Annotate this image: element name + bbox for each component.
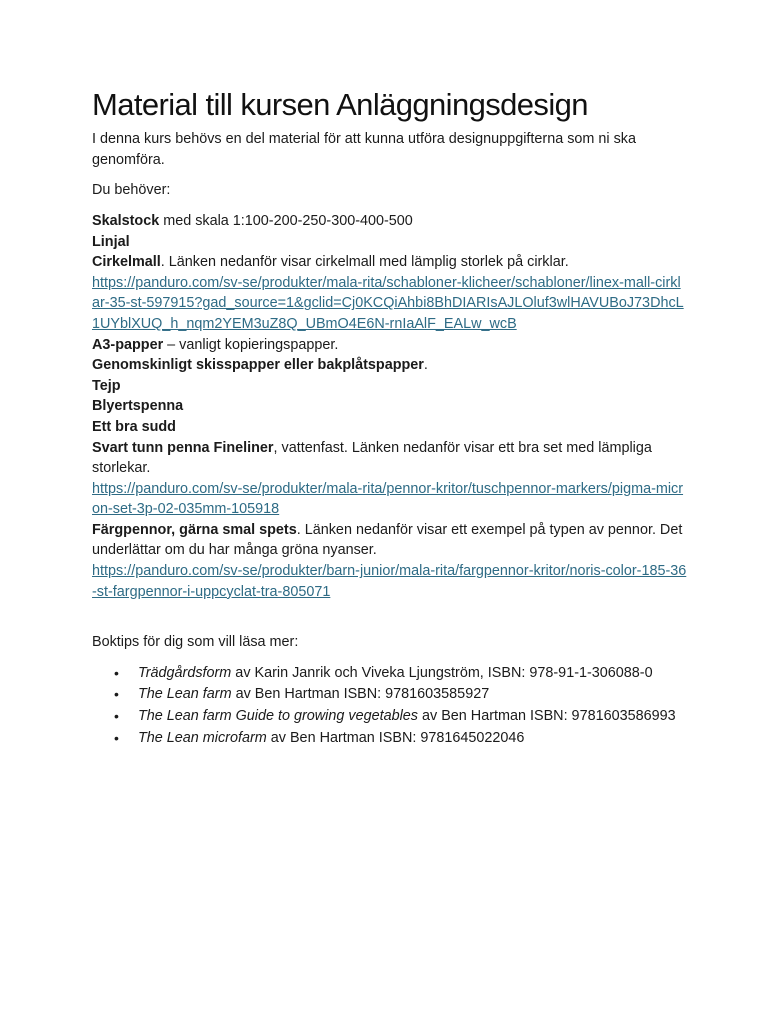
- book-title: The Lean farm Guide to growing vegetables: [138, 708, 418, 725]
- material-skalstock-desc: med skala 1:100-200-250-300-400-500: [159, 212, 413, 229]
- list-item: [114, 684, 688, 705]
- book-details: av Karin Janrik och Viveka Ljungström, ISBN: 978-91-1-306088-0: [231, 664, 653, 681]
- fargpennor-link[interactable]: https://panduro.com/sv-se/produkter/barn-junior/mala-rita/fargpennor-kritor/noris-color-185-36-st-fargpennor-i-uppcyclat-tra-805071: [92, 563, 687, 600]
- material-a3: [92, 335, 688, 356]
- book-title: The Lean farm: [138, 686, 232, 703]
- material-sudd: [92, 417, 688, 438]
- bullet-icon: •: [114, 686, 119, 703]
- material-linjal: [92, 232, 688, 253]
- books-list: [92, 663, 688, 748]
- material-skalstock-name: Skalstock: [92, 212, 160, 229]
- material-a3-name: A3-papper: [92, 336, 164, 353]
- book-details: av Ben Hartman ISBN: 9781603586993: [418, 708, 676, 725]
- material-fineliner-desc: , vattenfast. Länken nedanför visar ett bra set med lämpliga storlekar.: [92, 439, 652, 477]
- material-blyertspenna-name: Blyertspenna: [92, 398, 184, 415]
- book-title: Trädgårdsform: [138, 664, 232, 681]
- material-fargpennor-name: Färgpennor, gärna smal spets: [92, 521, 297, 538]
- book-details: av Ben Hartman ISBN: 9781603585927: [231, 686, 490, 703]
- bullet-icon: •: [114, 729, 119, 746]
- spacer: [92, 602, 688, 632]
- material-tejp-name: Tejp: [92, 377, 121, 394]
- material-tejp: [92, 376, 688, 397]
- material-fargpennor: [92, 520, 688, 561]
- page-title: Material till kursen Anläggningsdesign: [92, 87, 588, 122]
- material-blyertspenna: [92, 396, 688, 417]
- book-details: av Ben Hartman ISBN: 9781645022046: [266, 729, 525, 746]
- cirkelmall-link[interactable]: https://panduro.com/sv-se/produkter/mala-rita/schabloner-klicheer/schabloner/linex-mall-cirklar-35-st-597915?gad_source=1&gclid=Cj0KCQiAhbi8BhDIARIsAJLOluf3wlHAVUBoJ73DhcL1UYblXUQ_h_nqm2YEM3uZ8Q_UBmO4E6N-rnIaAlF_EALw_wcB: [92, 274, 684, 332]
- material-cirkelmall: [92, 252, 688, 273]
- material-fineliner: [92, 438, 688, 479]
- material-a3-desc: – vanligt kopieringspapper.: [163, 336, 339, 353]
- material-cirkelmall-desc: . Länken nedanför visar cirkelmall med lämplig storlek på cirklar.: [160, 254, 569, 271]
- list-item: [114, 663, 688, 684]
- material-skisspapper: [92, 355, 688, 376]
- need-label: Du behöver:: [92, 182, 171, 199]
- book-title: The Lean microfarm: [138, 729, 267, 746]
- list-item: [114, 706, 688, 727]
- material-skalstock: [92, 211, 688, 232]
- intro-text: I denna kurs behövs en del material för att kunna utföra designuppgifterna som ni ska genomföra.: [92, 131, 636, 168]
- bullet-icon: •: [114, 664, 119, 681]
- material-cirkelmall-name: Cirkelmall: [92, 254, 161, 271]
- material-fineliner-name: Svart tunn penna Fineliner: [92, 439, 274, 456]
- material-fargpennor-desc: . Länken nedanför visar ett exempel på typen av pennor. Det underlättar om du har många gröna nyanser.: [92, 521, 683, 559]
- bullet-icon: •: [114, 708, 119, 725]
- books-intro: Boktips för dig som vill läsa mer:: [92, 634, 299, 651]
- materials-list: [92, 211, 688, 602]
- list-item: [114, 728, 688, 749]
- material-sudd-name: Ett bra sudd: [92, 418, 176, 435]
- fineliner-link[interactable]: https://panduro.com/sv-se/produkter/mala-rita/pennor-kritor/tuschpennor-markers/pigma-micron-set-3p-02-035mm-105918: [92, 480, 684, 518]
- material-linjal-name: Linjal: [92, 233, 130, 250]
- material-skisspapper-desc: .: [423, 357, 428, 374]
- material-skisspapper-name: Genomskinligt skisspapper eller bakplåtspapper: [92, 357, 424, 374]
